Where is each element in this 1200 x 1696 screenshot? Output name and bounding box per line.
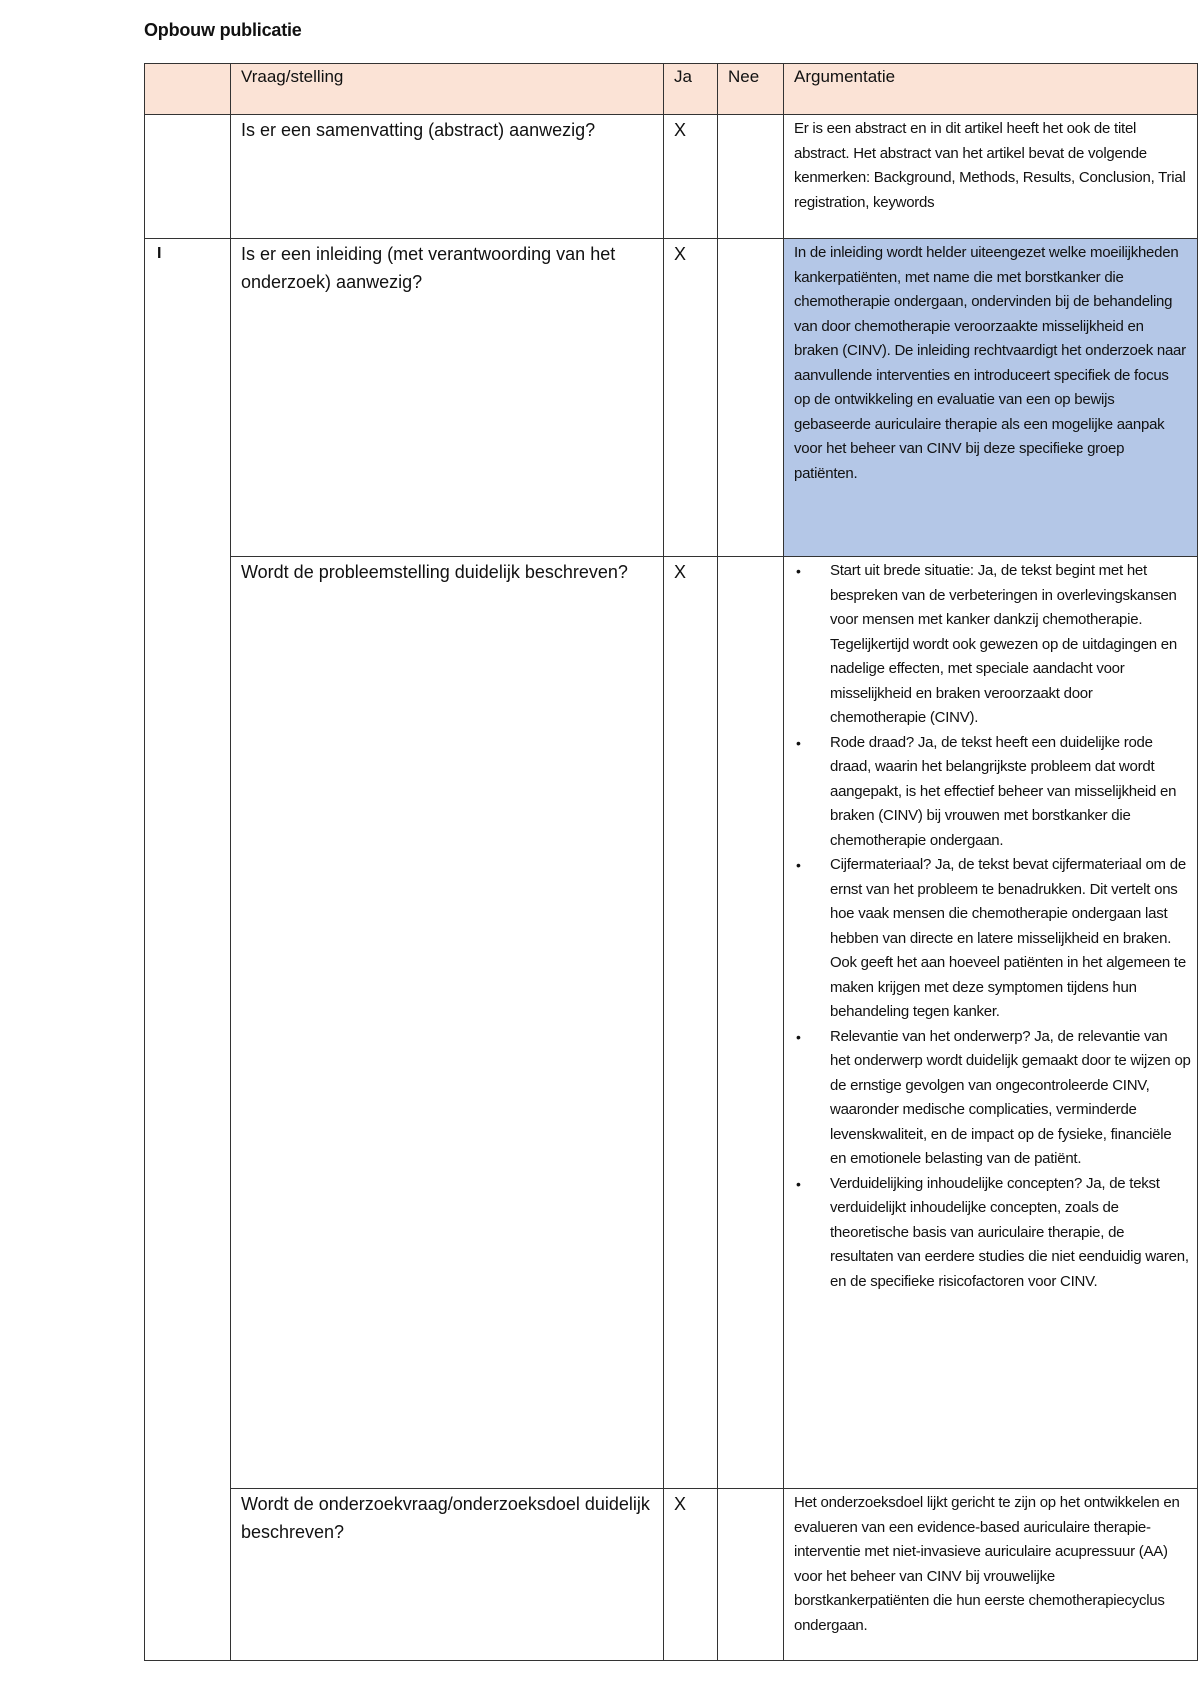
list-item (794, 1025, 1191, 1172)
header-yes-label: Ja (674, 67, 692, 86)
bullet-icon: • (796, 734, 801, 751)
bullet-icon: • (796, 563, 801, 579)
no-mark (718, 239, 783, 240)
row-yes-cell (664, 115, 718, 239)
list-item (794, 559, 1191, 731)
evaluation-table (144, 63, 1198, 1661)
row-yes-cell (664, 557, 718, 1489)
bullet-text: Rode draad? Ja, de tekst heeft een duidelijke rode draad, waarin het belangrijkste probleem dat wordt aangepakt, is het effectief beheer van misselijkheid en braken (CINV) bij vrouwen met borstkanker die chemotherapie ondergaan. (830, 733, 1177, 849)
yes-mark: X (674, 120, 687, 140)
bullet-text: Verduidelijking inhoudelijke concepten? Ja, de tekst verduidelijkt inhoudelijke concepten, zoals de theoretische basis van auriculaire therapie, de resultaten van eerdere studies die niet eenduidig waren, en de specifieke risicofactoren voor CINV. (830, 1174, 1189, 1290)
table-header-row (145, 64, 1198, 115)
bullet-text: Start uit brede situatie: Ja, de tekst begint met het bespreken van de verbeteringen in overlevingskansen voor mensen met kanker dankzij chemotherapie. Tegelijkertijd wordt ook gewezen op de uitdagingen en nadelige effecten, met speciale aandacht voor misselijkheid en braken veroorzaakt door chemotherapie (CINV). (830, 562, 1177, 726)
header-question-label: Vraag/stelling (241, 67, 344, 86)
argumentation-text: Er is een abstract en in dit artikel heeft het ook de titel abstract. Het abstract van het artikel bevat de volgende kenmerken: Background, Methods, Results, Conclusion, Trial registration, keywords (794, 120, 1186, 211)
row-section-cell (145, 1489, 231, 1661)
header-argumentation-label: Argumentatie (794, 67, 896, 86)
header-no-label: Nee (728, 67, 760, 86)
yes-mark: X (674, 244, 687, 264)
row-no-cell (718, 239, 784, 557)
header-section (145, 64, 231, 115)
row-no-cell (718, 115, 784, 239)
argumentation-text: In de inleiding wordt helder uiteengezet welke moeilijkheden kankerpatiënten, met name die met borstkanker die chemotherapie ondergaan, ondervinden bij de behandeling van door chemotherapie veroorzaakte misselijkheid en braken (CINV). De inleiding rechtvaardigt het onderzoek naar aanvullende interventies en introduceert specifiek de focus op de ontwikkeling en evaluatie van een op bewijs gebaseerde auriculaire therapie als een mogelijke aanpak voor het beheer van CINV bij deze specifieke groep patiënten. (794, 244, 1186, 482)
yes-mark: X (674, 562, 687, 582)
bullet-icon: • (796, 1028, 801, 1045)
row-argumentation-cell (784, 557, 1198, 1489)
table-row (145, 115, 1198, 239)
document-title: Opbouw publicatie (144, 20, 302, 40)
row-question-cell (231, 1489, 664, 1661)
header-question (231, 64, 664, 115)
row-yes-cell (664, 239, 718, 557)
question-text: Wordt de probleemstelling duidelijk beschreven? (241, 562, 628, 582)
header-argumentation (784, 64, 1198, 115)
argumentation-bullet-list (784, 557, 1197, 1294)
question-text: Is er een inleiding (met verantwoording van het onderzoek) aanwezig? (241, 244, 616, 292)
table-row (145, 1489, 1198, 1661)
header-yes (664, 64, 718, 115)
no-mark (718, 557, 783, 558)
section-label: I (157, 245, 162, 262)
list-item (794, 731, 1191, 854)
no-mark (718, 115, 783, 116)
bullet-icon: • (796, 1175, 801, 1192)
row-no-cell (718, 557, 784, 1489)
no-mark (718, 1489, 783, 1490)
table-row (145, 557, 1198, 1489)
row-argumentation-cell (784, 115, 1198, 239)
row-argumentation-cell-highlighted (784, 239, 1198, 557)
question-text: Wordt de onderzoekvraag/onderzoeksdoel duidelijk beschreven? (241, 1494, 650, 1542)
row-section-cell (145, 115, 231, 239)
list-item (794, 1172, 1191, 1295)
bullet-text: Cijfermateriaal? Ja, de tekst bevat cijfermateriaal om de ernst van het probleem te benadrukken. Dit vertelt ons hoe vaak mensen die chemotherapie ondergaan last hebben van directe en latere misselijkheid en braken. Ook geeft het aan hoeveel patiënten in het algemeen te maken krijgen met deze symptomen tijdens hun behandeling tegen kanker. (830, 856, 1186, 1020)
row-question-cell (231, 557, 664, 1489)
row-yes-cell (664, 1489, 718, 1661)
bullet-text: Relevantie van het onderwerp? Ja, de relevantie van het onderwerp wordt duidelijk gemaakt door te wijzen op de ernstige gevolgen van ongecontroleerde CINV, waaronder medische complicaties, verminderde levenskwaliteit, en de impact op de fysieke, financiële en emotionele belasting van de patiënt. (830, 1027, 1191, 1167)
row-section-cell (145, 557, 231, 1489)
header-no (718, 64, 784, 115)
list-item (794, 853, 1191, 1025)
table-row (145, 239, 1198, 557)
row-section-cell (145, 239, 231, 557)
row-argumentation-cell (784, 1489, 1198, 1661)
argumentation-text: Het onderzoeksdoel lijkt gericht te zijn op het ontwikkelen en evalueren van een evidence-based auriculaire therapie-interventie met niet-invasieve auriculaire acupressuur (AA) voor het beheer van CINV bij vrouwelijke borstkankerpatiënten die hun eerste chemotherapiecyclus ondergaan. (794, 1494, 1180, 1634)
row-question-cell (231, 239, 664, 557)
question-text: Is er een samenvatting (abstract) aanwezig? (241, 120, 596, 140)
yes-mark: X (674, 1494, 687, 1514)
row-question-cell (231, 115, 664, 239)
row-no-cell (718, 1489, 784, 1661)
bullet-icon: • (796, 857, 801, 873)
